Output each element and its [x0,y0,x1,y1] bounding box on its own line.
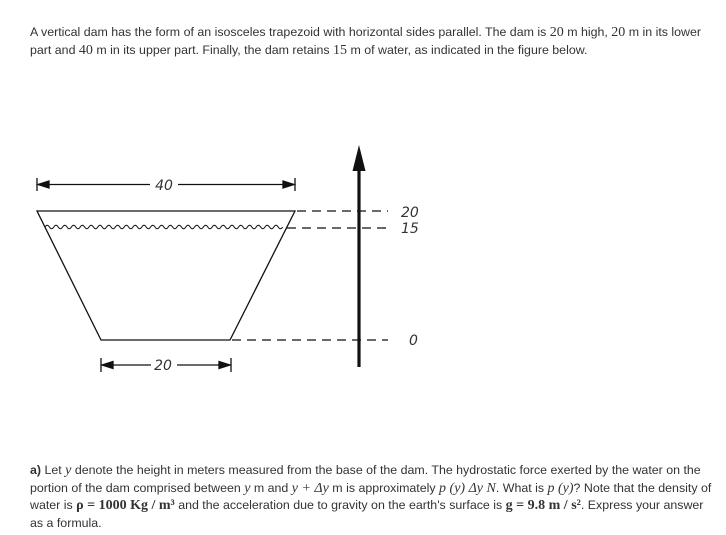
dam-height-value: 20 [549,25,564,40]
scale-label-0: 0 [409,333,418,349]
intro-text-3: m in its lower part and [30,25,702,57]
question-text-2: denote the height in meters measured from the base of the dam. The hydrostatic force exerted by the water on the portion of the dam comprised between [30,463,701,495]
question-text-7: and the acceleration due to gravity on the earth's surface is [174,498,506,512]
water-surface-wave [45,225,283,229]
math-y-plus-dy: y + Δy [291,480,329,496]
question-text-1: Let [41,463,66,477]
question-text-8: . Express your answer as a formula. [30,498,704,530]
math-force-approx: p (y) Δy N [439,480,496,496]
question-text-5: . What is [495,480,548,495]
height-axis [353,145,366,367]
water-depth-value: 15 [333,42,348,58]
scale-label-15: 15 [401,221,419,237]
top-width-label: 40 [155,178,173,194]
intro-text-2: m high, [563,25,612,39]
question-text-3: m and [250,480,292,495]
math-y: y [65,463,72,478]
question-part-a [30,462,714,532]
axis-arrow-icon [353,145,366,171]
dam-upper-width-value: 40 [78,42,93,58]
dam-trapezoid [37,211,295,340]
scale-label-20: 20 [401,205,419,221]
dashed-leaders [232,211,388,340]
math-y-lower: y [244,480,251,496]
math-density: ρ = 1000 Kg / m³ [76,498,175,513]
part-label: a) [30,463,42,477]
question-text-6: ? Note that the density of water is [30,480,712,512]
intro-text-1: A vertical dam has the form of an isosceles trapezoid with horizontal sides parallel. The dam is [30,25,550,39]
dam-lower-width-value: 20 [611,25,626,40]
bottom-width-label: 20 [154,358,172,374]
math-p-of-y: p (y) [547,480,574,496]
intro-text-4: m in its upper part. Finally, the dam retains [92,42,334,57]
intro-text-5: m of water, as indicated in the figure below. [347,42,588,57]
question-text-4: m is approximately [328,480,440,495]
math-gravity: g = 9.8 m / s² [505,498,581,513]
